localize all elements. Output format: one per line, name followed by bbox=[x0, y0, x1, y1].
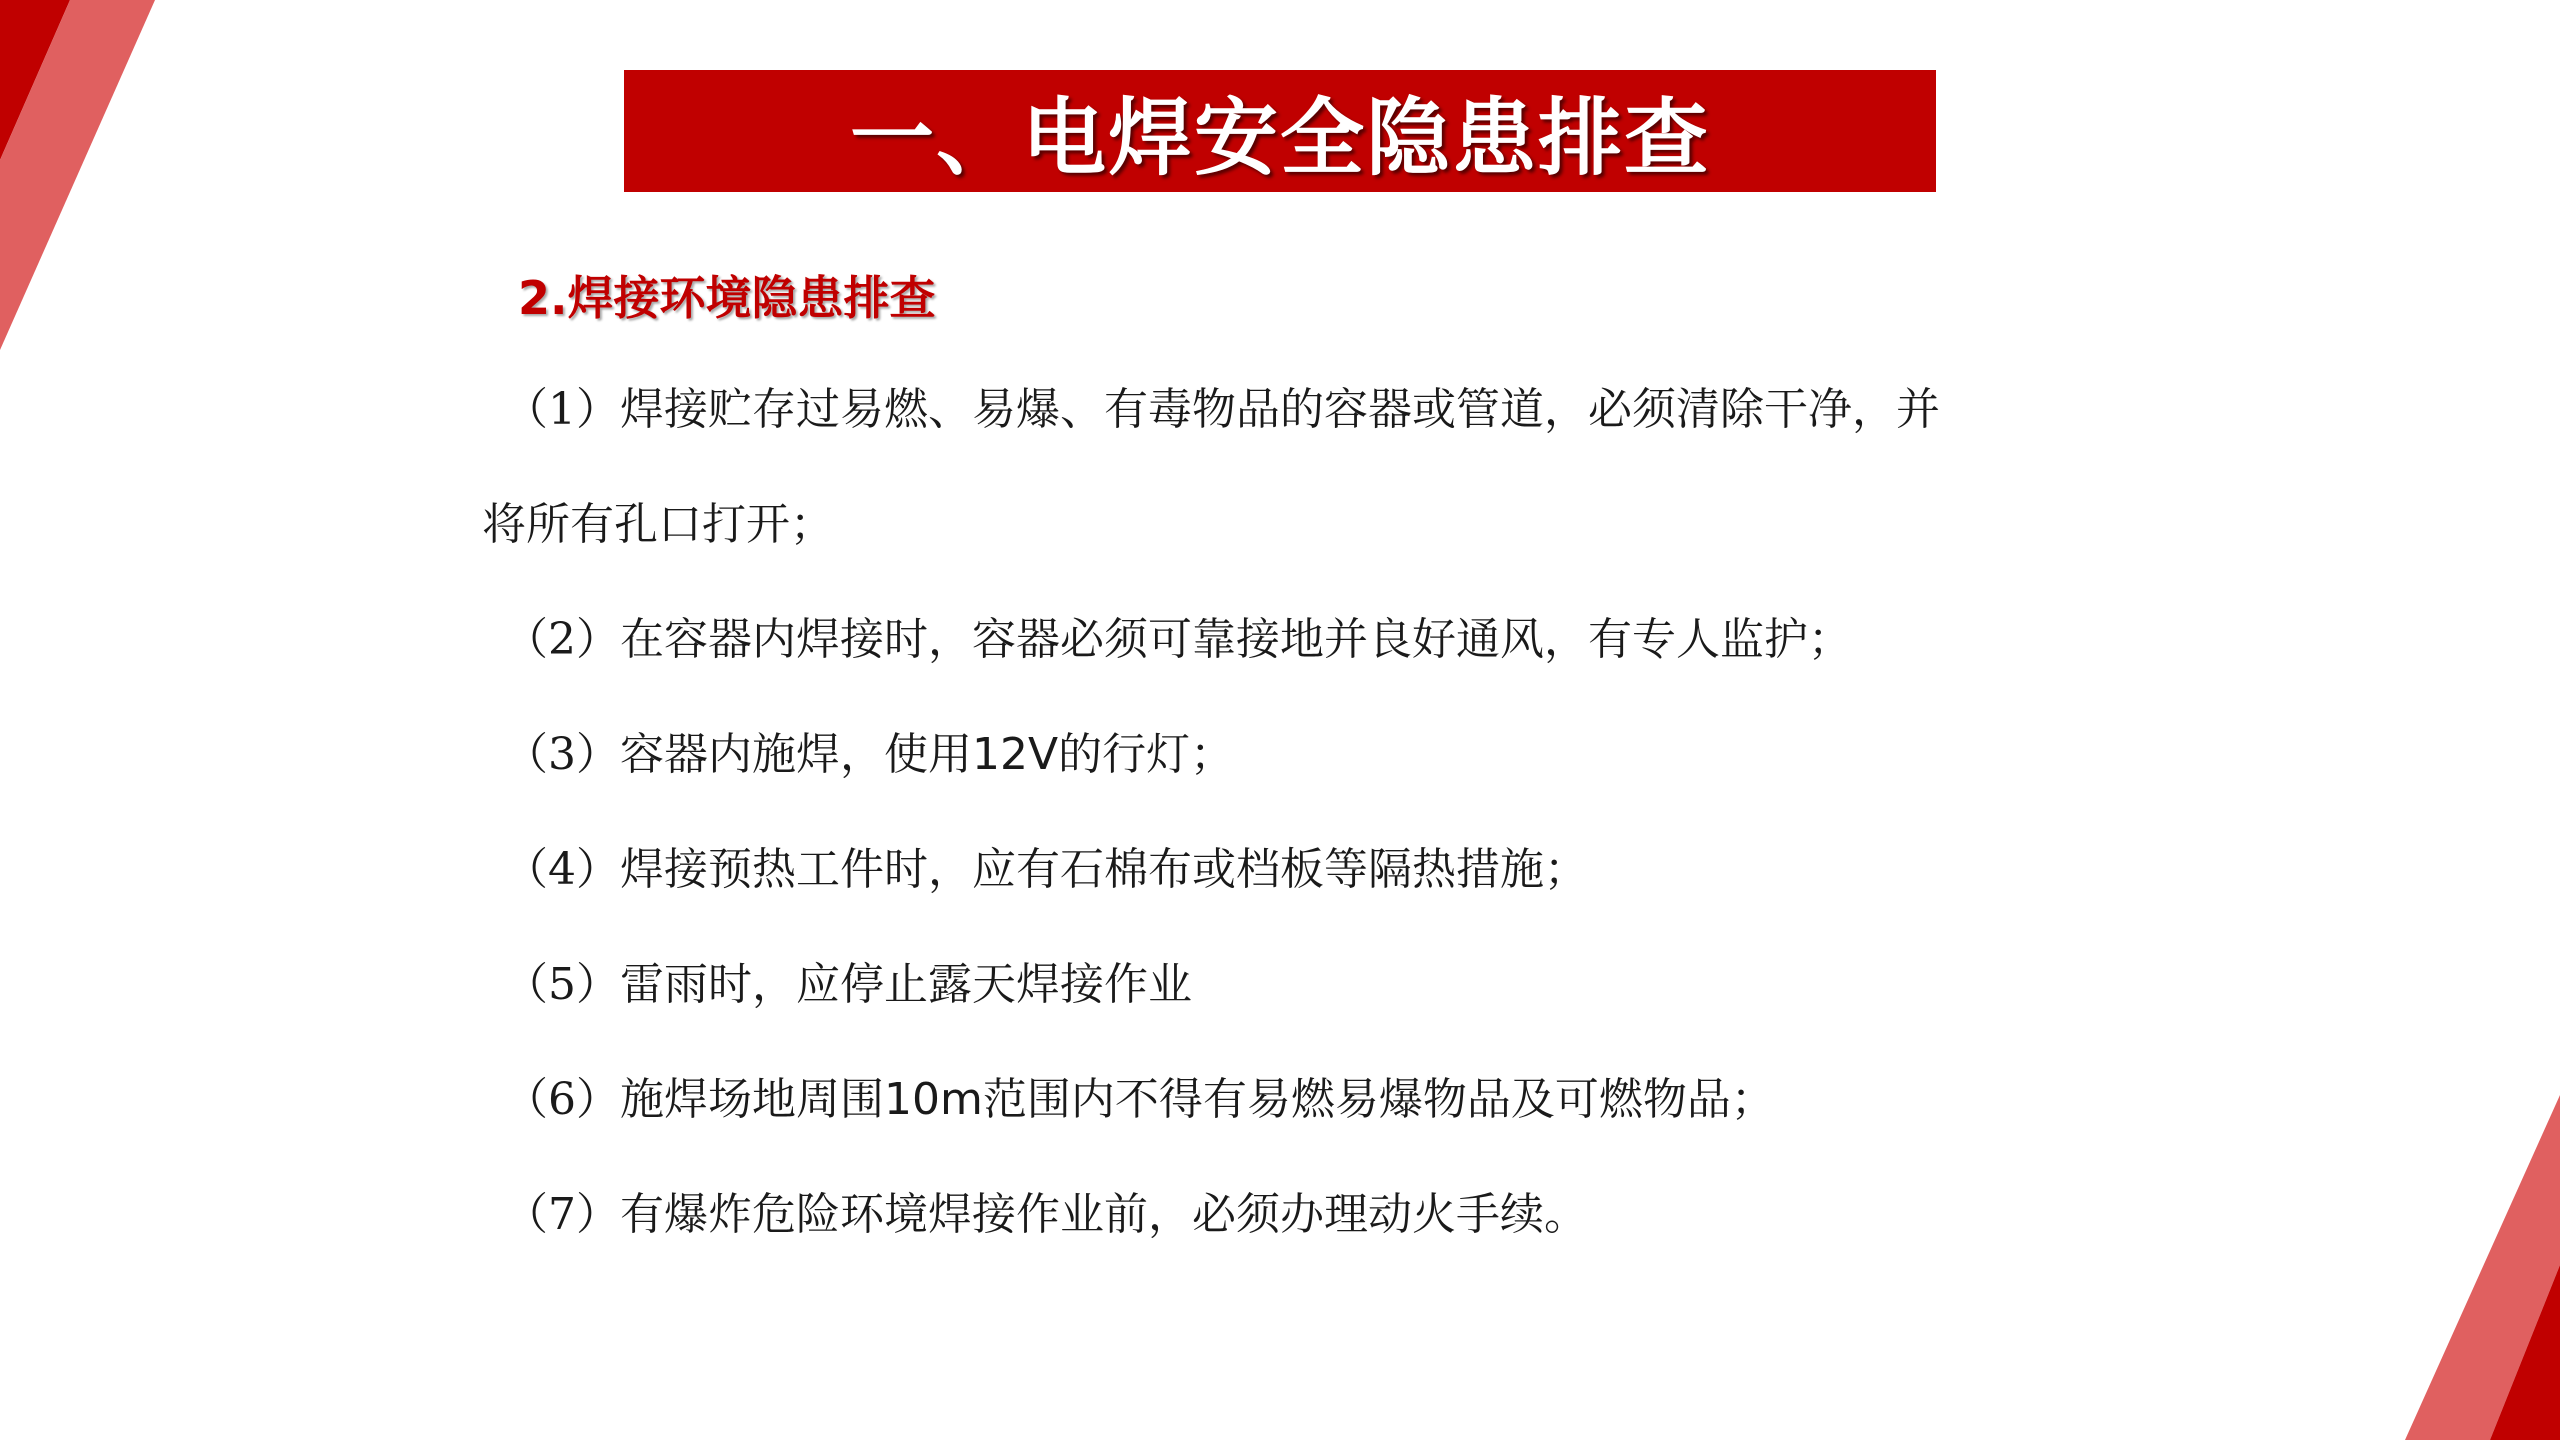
item-text: 在容器内焊接时，容器必须可靠接地并良好通风，有专人监护； bbox=[620, 614, 1852, 665]
section-subtitle: 2.焊接环境隐患排查 bbox=[518, 271, 936, 325]
item-text: 容器内施焊，使用12V的行灯； bbox=[620, 729, 1235, 780]
item-number: （1） bbox=[504, 384, 620, 435]
item-number: （7） bbox=[504, 1189, 620, 1240]
list-item-3 bbox=[482, 697, 2102, 812]
item-number: （3） bbox=[504, 729, 620, 780]
item-number: （2） bbox=[504, 614, 620, 665]
title-banner bbox=[624, 70, 1936, 192]
item-text: 焊接贮存过易燃、易爆、有毒物品的容器或管道，必须清除干净，并 bbox=[620, 384, 1940, 435]
item-text: 雷雨时，应停止露天焊接作业 bbox=[620, 959, 1192, 1010]
item-text: 有爆炸危险环境焊接作业前，必须办理动火手续。 bbox=[620, 1189, 1588, 1240]
list-item-1 bbox=[482, 352, 2102, 467]
page-title: 一、电焊安全隐患排查 bbox=[849, 88, 1710, 187]
item-number: （6） bbox=[504, 1074, 620, 1125]
list-item-2 bbox=[482, 582, 2102, 697]
item-text: 焊接预热工件时，应有石棉布或档板等隔热措施； bbox=[620, 844, 1588, 895]
list-item-4 bbox=[482, 812, 2102, 927]
item-number: （5） bbox=[504, 959, 620, 1010]
list-item-7 bbox=[482, 1157, 2102, 1272]
content-list bbox=[482, 352, 2102, 1272]
item-number: （4） bbox=[504, 844, 620, 895]
list-item-6 bbox=[482, 1042, 2102, 1157]
list-item-1-continuation: 将所有孔口打开； bbox=[482, 499, 834, 550]
item-text: 施焊场地周围10m范围内不得有易燃易爆物品及可燃物品； bbox=[620, 1074, 1775, 1125]
list-item-5 bbox=[482, 927, 2102, 1042]
